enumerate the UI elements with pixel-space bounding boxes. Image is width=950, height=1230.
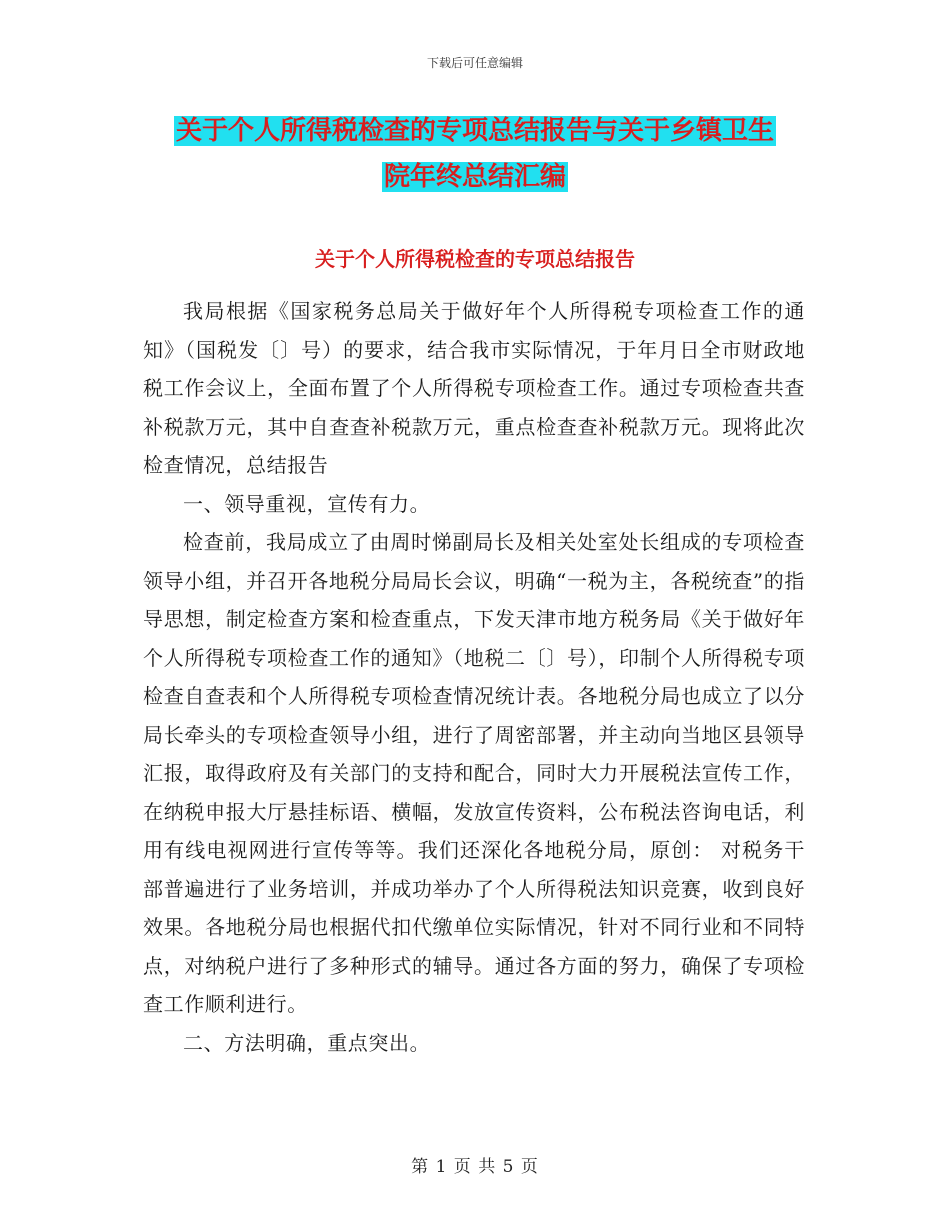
title-highlight-2: 院年终总结汇编 — [383, 162, 566, 192]
document-title — [0, 108, 950, 200]
body-text — [143, 292, 805, 1062]
paragraph-heading-1: 一、领导重视，宣传有力。 — [183, 491, 431, 516]
header-note: 下载后可任意编辑 — [426, 56, 523, 70]
paragraph-inspection: 检查前，我局成立了由周时悌副局长及相关处室处长组成的专项检查领导小组，并召开各地税分局局长会议，明确“一税为主，各税统查”的指导思想，制定检查方案和检查重点，下发天津市地方税务局《关于做好年个人所得税专项检查工作的通知》（地税二〔〕号），印制个人所得税专项检查自查表和个人所得税专项检查情况统计表。各地税分局也成立了以分局长牵头的专项检查领导小组，进行了周密部署，并主动向当地区县领导汇报，取得政府及有关部门的支持和配合，同时大力开展税法宣传工作，在纳税申报大厅悬挂标语、横幅，发放宣传资料，公布税法咨询电话，利用有线电视网进行宣传等等。我们还深化各地税分局，原创： 对税务干部普遍进行了业务培训，并成功举办了个人所得税法知识竞赛，收到良好效果。各地税分局也根据代扣代缴单位实际情况，针对不同行业和不同特点，对纳税户进行了多种形式的辅导。通过各方面的努力，确保了专项检查工作顺利进行。 — [143, 530, 805, 1016]
page-footer: 第 1 页 共 5 页 — [411, 1157, 539, 1177]
paragraph-heading-2: 二、方法明确，重点突出。 — [183, 1030, 431, 1055]
section-title: 关于个人所得税检查的专项总结报告 — [315, 247, 635, 271]
title-highlight-1: 关于个人所得税检查的专项总结报告与关于乡镇卫生 — [175, 116, 774, 146]
document-title-line-2 — [0, 154, 950, 200]
document-title-line-1 — [0, 108, 950, 154]
paragraph-intro: 我局根据《国家税务总局关于做好年个人所得税专项检查工作的通知》（国税发〔〕号）的要求，结合我市实际情况，于年月日全市财政地税工作会议上，全面布置了个人所得税专项检查工作。通过专项检查共查补税款万元，其中自查查补税款万元，重点检查查补税款万元。现将此次检查情况，总结报告 — [143, 299, 805, 477]
